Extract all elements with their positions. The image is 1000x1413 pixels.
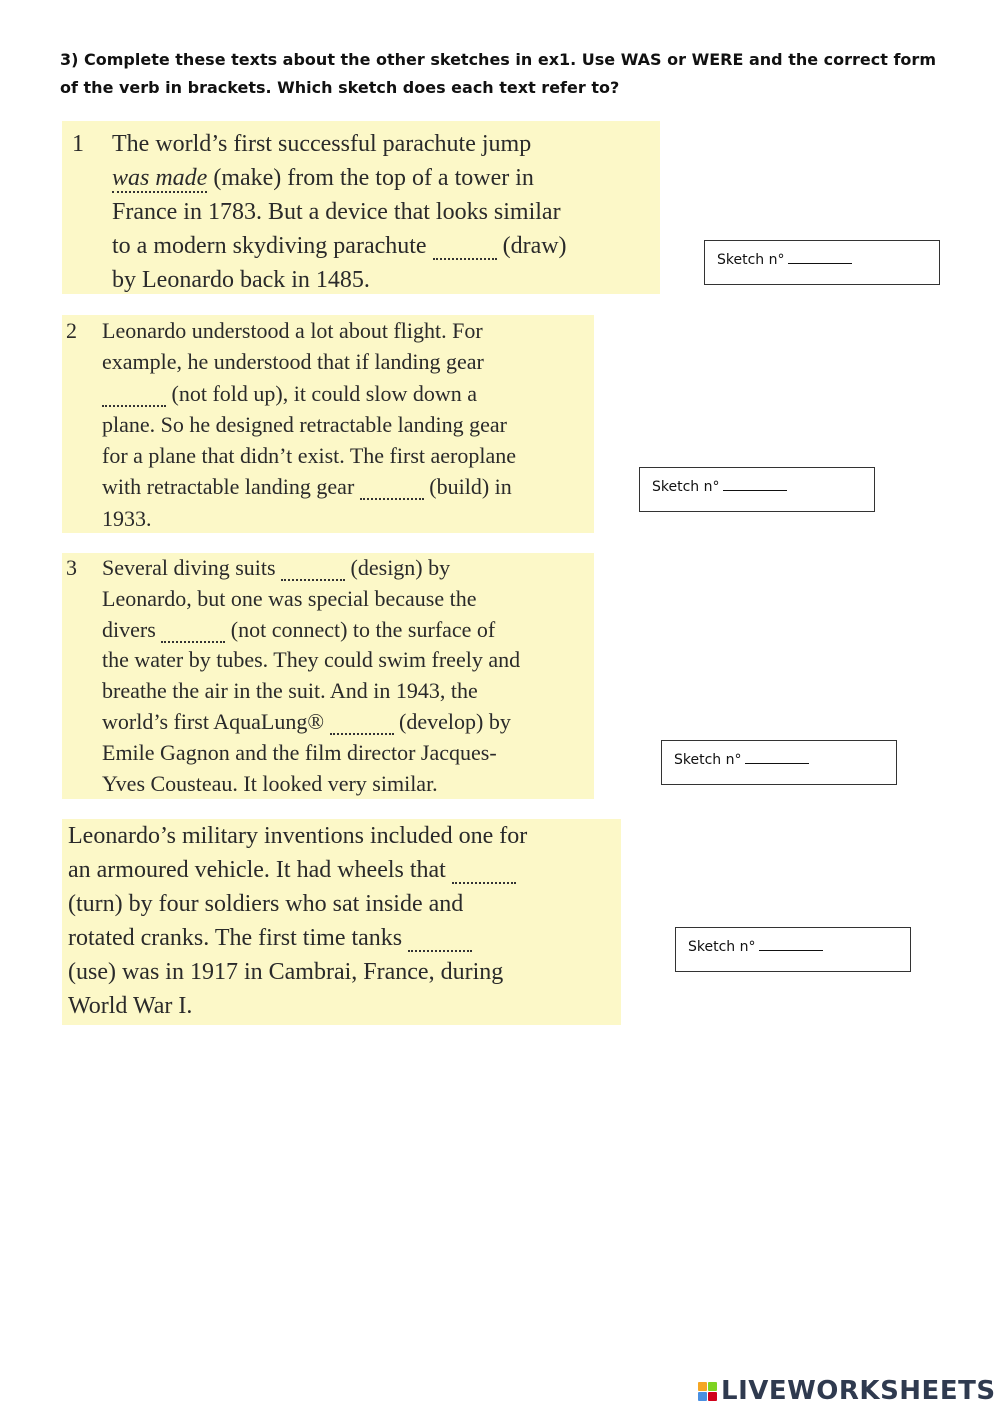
text-line: Leonardo, but one was special because the <box>102 585 477 611</box>
text-line: plane. So he designed retractable landing gear <box>102 411 508 437</box>
text-line: (build) in <box>429 474 512 500</box>
sketch-label: Sketch n° <box>688 939 756 955</box>
text-line: world’s first AquaLung® <box>102 708 325 734</box>
text-line: The world’s first successful parachute jump <box>112 131 532 157</box>
logo-square <box>698 1392 707 1401</box>
sketch-label: Sketch n° <box>674 752 742 768</box>
text-line: (not fold up), it could slow down a <box>171 380 478 406</box>
answer-blank-2a[interactable] <box>102 383 166 407</box>
logo-square <box>708 1392 717 1401</box>
sketch-answer-line[interactable] <box>759 938 823 951</box>
text-line: Leonardo understood a lot about flight. For <box>102 318 483 343</box>
liveworksheets-brand[interactable] <box>698 1376 996 1406</box>
text-line: (draw) <box>502 233 567 259</box>
text-line: with retractable landing gear <box>102 474 355 500</box>
logo-square <box>708 1382 717 1391</box>
answer-blank-4a[interactable] <box>452 860 516 884</box>
sketch-label: Sketch n° <box>652 479 720 495</box>
text-line: to a modern skydiving parachute <box>112 233 427 259</box>
text-panel-1 <box>62 121 660 294</box>
answer-blank-2b[interactable] <box>360 476 424 500</box>
sketch-answer-box-1[interactable] <box>704 240 940 285</box>
sketch-answer-line[interactable] <box>788 251 852 264</box>
text-number: 1 <box>72 131 84 157</box>
text-line: Emile Gagnon and the film director Jacques- <box>102 739 497 765</box>
text-line: Leonardo’s military inventions included one for <box>68 823 528 849</box>
answer-blank-3a[interactable] <box>281 557 345 581</box>
example-answer: was made <box>112 165 208 191</box>
logo-square <box>698 1382 707 1391</box>
text-line: (not connect) to the surface of <box>230 616 496 642</box>
text-line: for a plane that didn’t exist. The first aeroplane <box>102 443 516 469</box>
text-line: (develop) by <box>399 708 511 734</box>
text-line: example, he understood that if landing gear <box>102 349 484 375</box>
text-line: (design) by <box>350 555 451 580</box>
text-panel-3 <box>62 553 594 799</box>
sketch-answer-line[interactable] <box>723 478 787 491</box>
text-number: 3 <box>66 555 77 580</box>
text-line: rotated cranks. The first time tanks <box>68 925 403 951</box>
text-panel-2 <box>62 315 594 533</box>
liveworksheets-logo-icon <box>698 1382 717 1401</box>
answer-blank-1a[interactable] <box>433 236 497 260</box>
sketch-answer-box-2[interactable] <box>639 467 875 512</box>
text-line: breathe the air in the suit. And in 1943, the <box>102 678 478 704</box>
text-line: France in 1783. But a device that looks similar <box>112 199 561 225</box>
sketch-label: Sketch n° <box>717 252 785 268</box>
text-line: 1933. <box>102 505 152 531</box>
text-line: (use) was in 1917 in Cambrai, France, during <box>68 959 504 985</box>
answer-blank-3b[interactable] <box>161 619 225 643</box>
text-line: the water by tubes. They could swim freely and <box>102 647 521 673</box>
exercise-instructions: 3) Complete these texts about the other sketches in ex1. Use WAS or WERE and the correct form of the verb in brackets. Which sketch does each text refer to? <box>60 50 936 97</box>
text-line: Several diving suits <box>102 555 276 580</box>
sketch-answer-line[interactable] <box>745 751 809 764</box>
brand-text: LIVEWORKSHEETS <box>721 1376 996 1406</box>
text-line: (make) from the top of a tower in <box>213 165 534 191</box>
text-line: (turn) by four soldiers who sat inside and <box>68 891 464 917</box>
text-line: World War I. <box>68 993 193 1019</box>
text-panel-4 <box>62 819 621 1025</box>
text-line: divers <box>102 616 156 642</box>
answer-blank-3c[interactable] <box>330 711 394 735</box>
text-number: 2 <box>66 318 77 343</box>
sketch-answer-box-4[interactable] <box>675 927 911 972</box>
text-line: an armoured vehicle. It had wheels that <box>68 857 446 883</box>
sketch-answer-box-3[interactable] <box>661 740 897 785</box>
text-line: by Leonardo back in 1485. <box>112 267 370 293</box>
answer-blank-4b[interactable] <box>408 928 472 952</box>
text-line: Yves Cousteau. It looked very similar. <box>102 770 438 796</box>
